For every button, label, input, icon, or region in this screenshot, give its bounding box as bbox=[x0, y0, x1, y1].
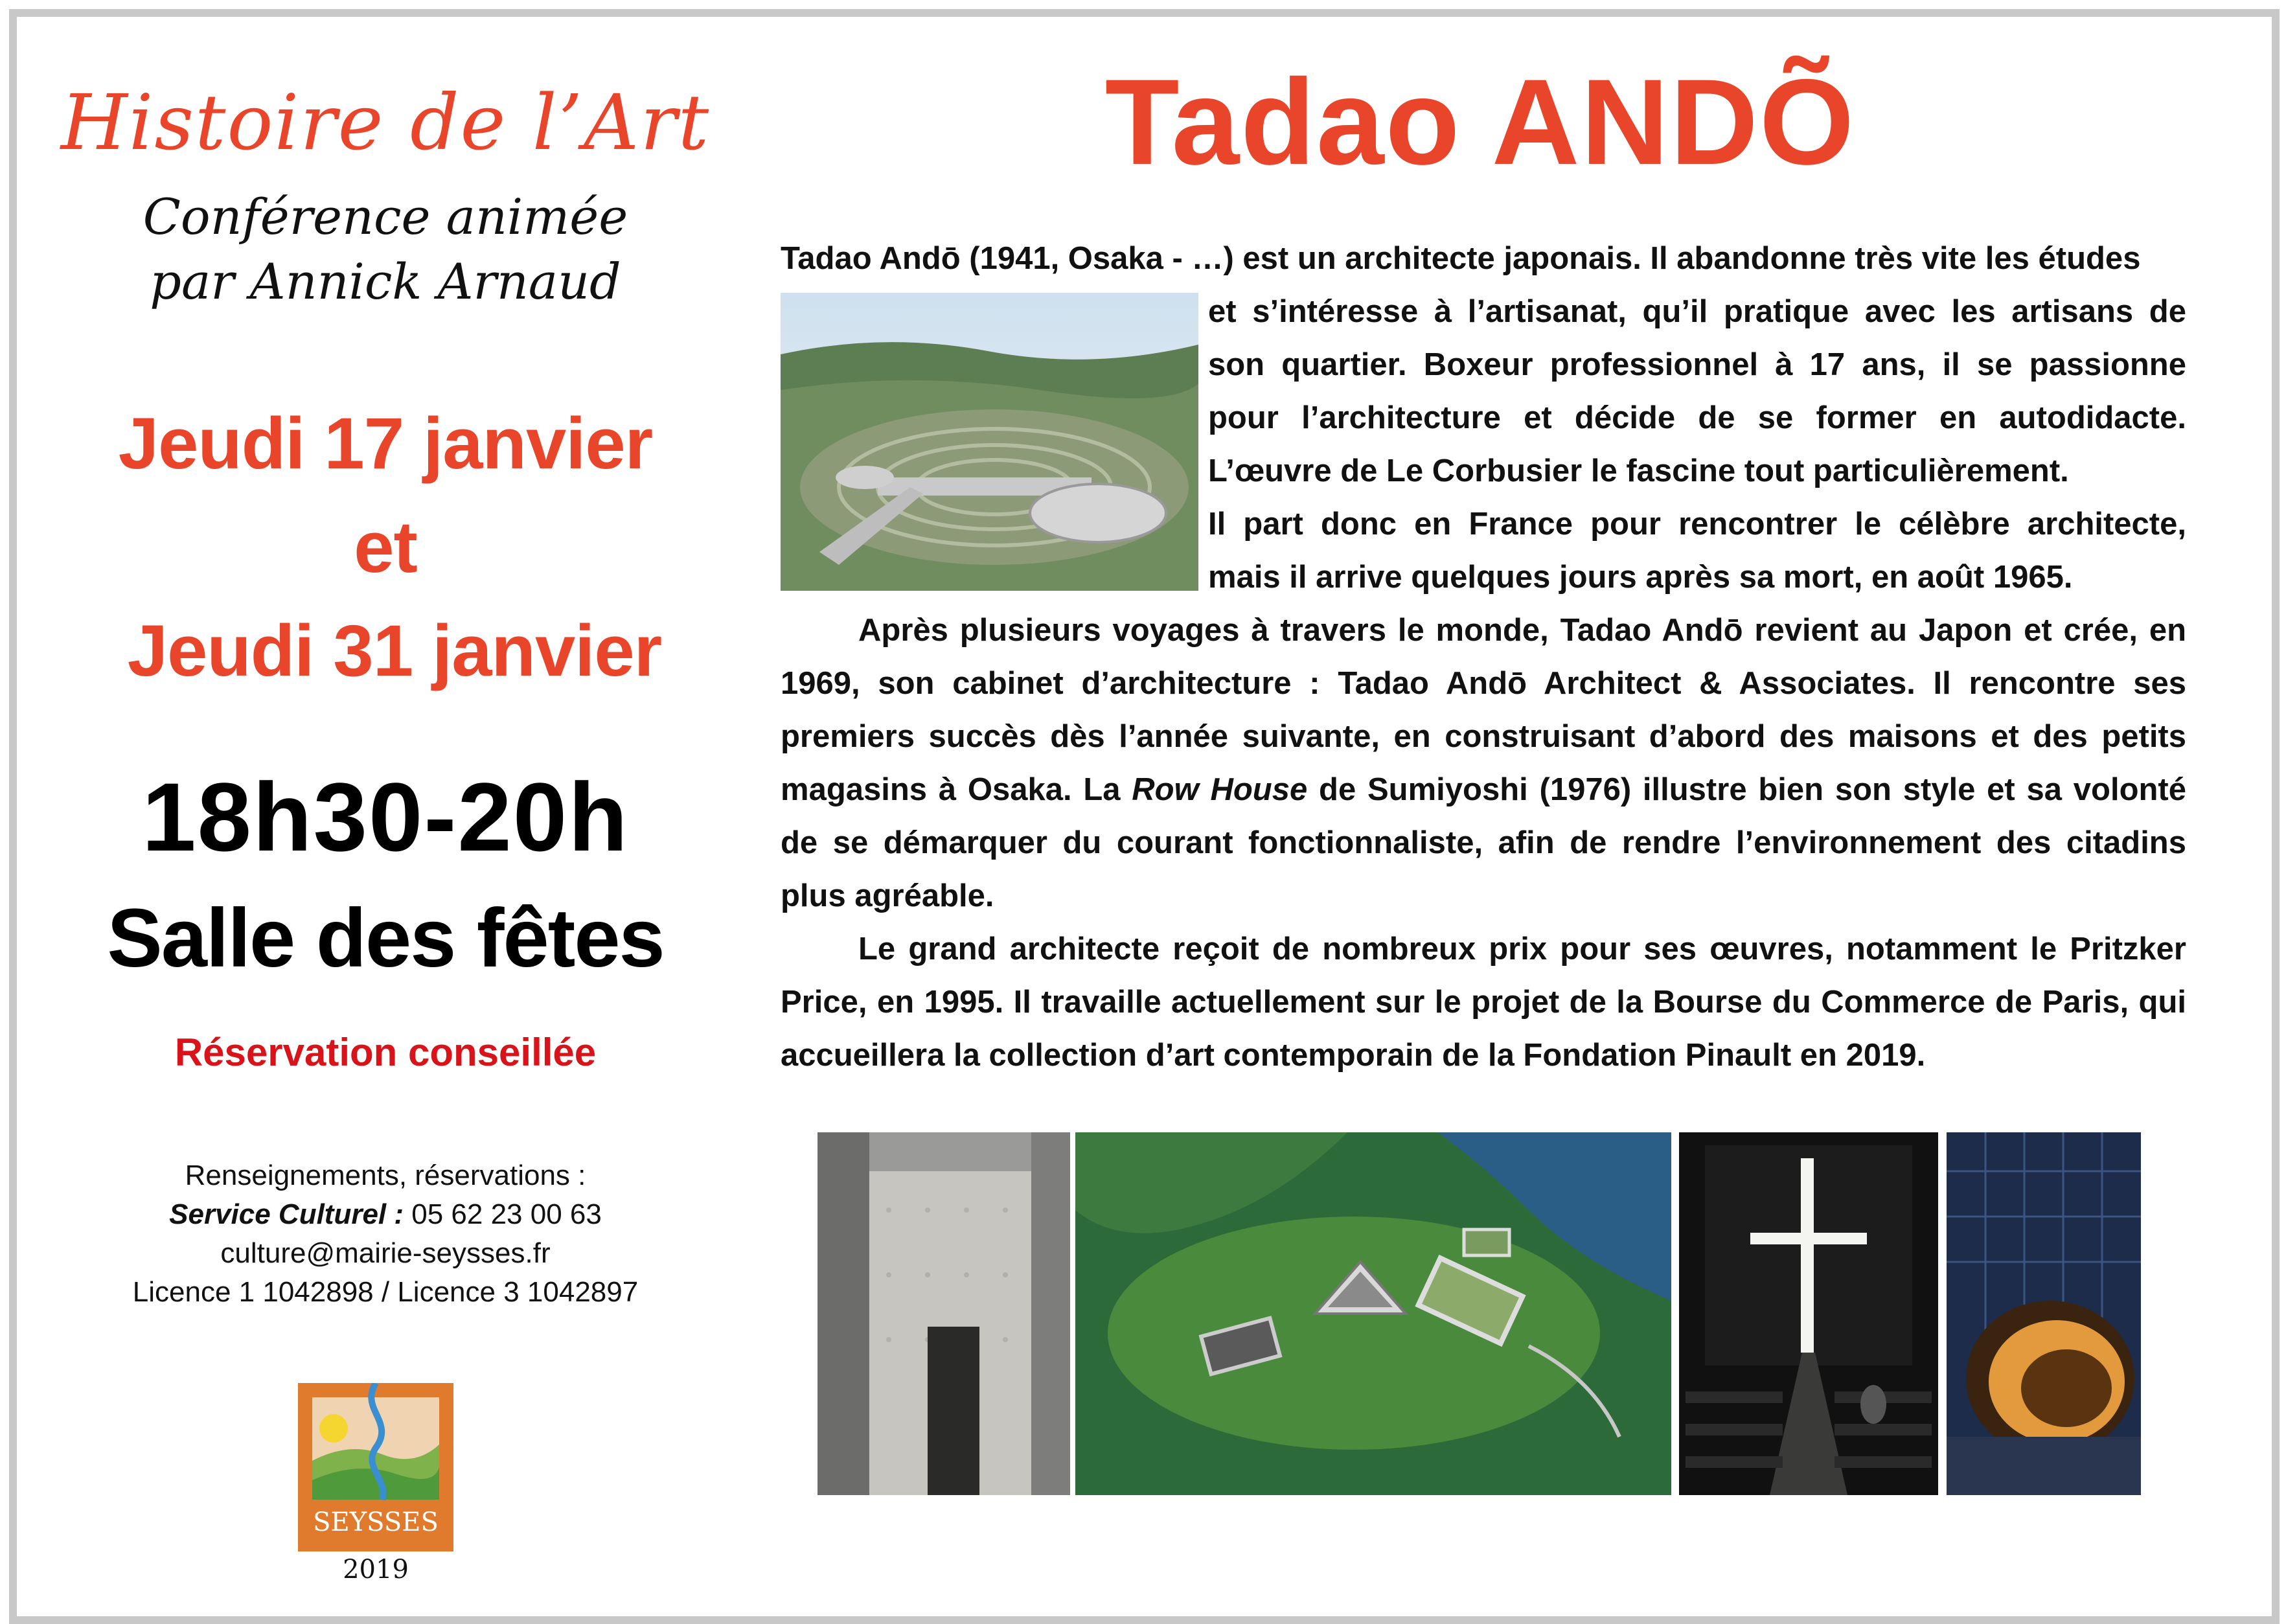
paragraph-1-wrapped bbox=[1208, 285, 2186, 604]
bourse-commerce-photo bbox=[1947, 1132, 2141, 1495]
event-venue: Salle des fêtes bbox=[107, 892, 664, 985]
paragraph-1-body-2: Il part donc en France pour rencontrer le célèbre architecte, mais il arrive quelques jours après sa mort, en août 1965. bbox=[1208, 507, 2186, 595]
paragraph-1-first-line: Tadao Andō (1941, Osaka - …) est un architecte japonais. Il abandonne très vite les études bbox=[781, 241, 2141, 276]
contact-email: culture@mairie-seysses.fr bbox=[220, 1237, 551, 1269]
service-phone: 05 62 23 00 63 bbox=[404, 1198, 602, 1230]
subtitle-line-1: Conférence animée bbox=[143, 188, 628, 246]
paragraph-2-part-1: Après plusieurs voyages à travers le monde, Tadao Andō revient au Japon et crée, en 1969, son cabinet d’architecture : Tadao Andō Architect & Associates. Il rencontre ses premiers succès dès l’année suivante, en construisant d’abord des maisons et des petits magasins à Osaka. La bbox=[781, 613, 2186, 807]
date-2: Jeudi 31 janvier bbox=[127, 610, 662, 691]
paragraph-2 bbox=[781, 604, 2186, 922]
subtitle-line-2: par Annick Arnaud bbox=[150, 253, 621, 310]
paragraph-2-italic: Row House bbox=[1132, 772, 1308, 807]
paragraph-1-body: et s’intéresse à l’artisanat, qu’il pratique avec les artisans de son quartier. Boxeur professionnel à 17 ans, il se passionne pour l’architecture et décide de se former en autodidacte. L’œuvre de Le Corbusier le fascine tout particulièrement. bbox=[1208, 294, 2186, 488]
info-line: Renseignements, réservations : bbox=[185, 1160, 586, 1191]
paragraph-2-part-2: de Sumiyoshi (1976) illustre bien son style et sa volonté de se démarquer du courant fonctionnaliste, afin de rendre l’environnement des citadins plus agréable. bbox=[781, 772, 2186, 913]
reservation-note: Réservation conseillée bbox=[174, 1031, 597, 1074]
service-line bbox=[52, 1198, 719, 1231]
date-connector: et bbox=[354, 507, 417, 588]
licence-numbers: Licence 1 1042898 / Licence 3 1042897 bbox=[132, 1276, 639, 1308]
museum-aerial-photo bbox=[781, 293, 1198, 591]
series-heading: Histoire de l’Art bbox=[60, 78, 711, 167]
seysses-logo bbox=[298, 1383, 453, 1551]
logo-year: 2019 bbox=[343, 1555, 409, 1584]
row-house-photo bbox=[817, 1132, 1070, 1495]
date-1: Jeudi 17 janvier bbox=[118, 403, 653, 484]
church-of-light-photo bbox=[1679, 1132, 1938, 1495]
chichu-museum-aerial-photo bbox=[1075, 1132, 1671, 1495]
service-label: Service Culturel : bbox=[169, 1198, 404, 1230]
logo-text: SEYSSES bbox=[313, 1507, 439, 1537]
article-title: Tadao ANDÕ bbox=[1104, 54, 1856, 190]
event-time: 18h30-20h bbox=[142, 762, 629, 871]
paragraph-3: Le grand architecte reçoit de nombreux prix pour ses œuvres, notamment le Pritzker Price, en 1995. Il travaille actuellement sur le projet de la Bourse du Commerce de Paris, qui accueillera la collection d’art contemporain de la Fondation Pinault en 2019. bbox=[781, 932, 2186, 1073]
